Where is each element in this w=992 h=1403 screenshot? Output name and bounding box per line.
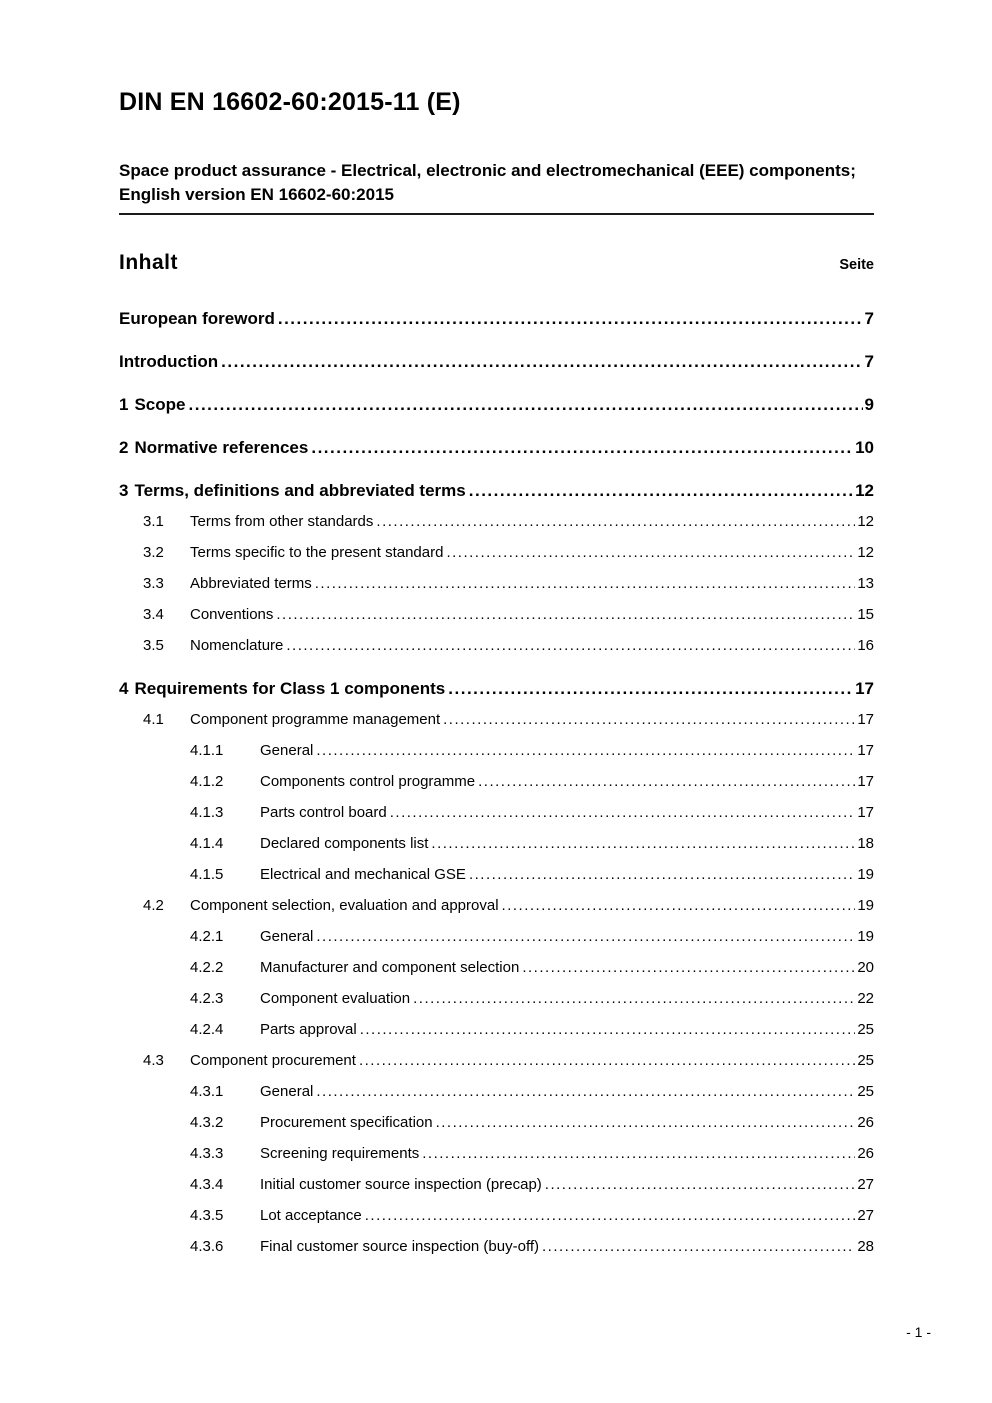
document-title: DIN EN 16602-60:2015-11 (E) <box>119 88 461 116</box>
toc-list <box>119 303 874 1262</box>
toc-entry-page: 7 <box>864 352 874 371</box>
toc-entry-label: General <box>260 1083 314 1100</box>
toc-entry-page: 20 <box>857 959 874 976</box>
toc-entry-number: 3.5 <box>143 637 164 654</box>
toc-entry <box>119 859 874 890</box>
toc-entry-page: 17 <box>855 679 874 698</box>
toc-entry <box>119 568 874 599</box>
toc-dot-leader <box>542 1231 855 1262</box>
toc-entry-number: 4.3.3 <box>190 1145 224 1162</box>
toc-entry <box>119 983 874 1014</box>
toc-entry <box>119 506 874 537</box>
toc-entry-page: 17 <box>857 773 874 790</box>
toc-entry-page: 17 <box>857 711 874 728</box>
toc-entry-page: 18 <box>857 835 874 852</box>
toc-entry-label: Manufacturer and component selection <box>260 959 520 976</box>
toc-entry-number: 2 <box>119 438 129 457</box>
toc-entry <box>119 797 874 828</box>
toc-entry-label: Declared components list <box>260 835 429 852</box>
toc-entry <box>119 673 874 704</box>
toc-dot-leader <box>316 1076 855 1107</box>
toc-entry <box>119 828 874 859</box>
page-number-footer: - 1 - <box>906 1324 931 1340</box>
toc-entry-label: Abbreviated terms <box>190 575 312 592</box>
toc-header <box>119 251 874 275</box>
toc-entry-label: Terms specific to the present standard <box>190 544 444 561</box>
toc-dot-leader <box>436 1107 856 1138</box>
toc-entry-label: Component procurement <box>190 1052 356 1069</box>
toc-entry-label: General <box>260 742 314 759</box>
page-column-label: Seite <box>839 257 874 273</box>
toc-dot-leader <box>478 766 855 797</box>
toc-dot-leader <box>315 568 856 599</box>
toc-entry-page: 25 <box>857 1021 874 1038</box>
toc-entry <box>119 766 874 797</box>
toc-entry <box>119 537 874 568</box>
toc-dot-leader <box>413 983 855 1014</box>
toc-dot-leader <box>443 704 855 735</box>
toc-dot-leader <box>422 1138 855 1169</box>
toc-entry <box>119 1045 874 1076</box>
toc-entry-page: 19 <box>857 897 874 914</box>
toc-entry <box>119 1107 874 1138</box>
toc-dot-leader <box>221 346 862 377</box>
toc-entry <box>119 1014 874 1045</box>
toc-entry <box>119 1076 874 1107</box>
toc-entry-page: 19 <box>857 866 874 883</box>
toc-entry <box>119 1138 874 1169</box>
toc-entry <box>119 1169 874 1200</box>
toc-entry <box>119 630 874 661</box>
toc-dot-leader <box>278 303 863 334</box>
toc-entry-label: Terms from other standards <box>190 513 374 530</box>
toc-entry-number: 4.3.4 <box>190 1176 224 1193</box>
toc-entry-number: 4.1.5 <box>190 866 224 883</box>
toc-entry-page: 7 <box>864 309 874 328</box>
toc-entry-page: 12 <box>857 513 874 530</box>
toc-entry-label: Final customer source inspection (buy-off) <box>260 1238 540 1255</box>
toc-entry-page: 9 <box>864 395 874 414</box>
toc-entry-label: Components control programme <box>260 773 476 790</box>
toc-entry-page: 19 <box>857 928 874 945</box>
toc-entry-page: 16 <box>857 637 874 654</box>
toc-entry <box>119 1231 874 1262</box>
toc-entry-number: 3.2 <box>143 544 164 561</box>
toc-entry-label: Normative references <box>134 438 309 457</box>
toc-dot-leader <box>545 1169 856 1200</box>
toc-dot-leader <box>522 952 855 983</box>
toc-entry-label: Screening requirements <box>260 1145 420 1162</box>
toc-entry-number: 4.3.2 <box>190 1114 224 1131</box>
toc-entry-number: 4.1 <box>143 711 164 728</box>
toc-entry-page: 25 <box>857 1052 874 1069</box>
toc-dot-leader <box>469 475 853 506</box>
toc-entry-label: Requirements for Class 1 components <box>134 679 446 698</box>
toc-entry <box>119 599 874 630</box>
toc-entry <box>119 735 874 766</box>
toc-entry-page: 13 <box>857 575 874 592</box>
toc-heading: Inhalt <box>119 251 178 274</box>
toc-entry-label: Component selection, evaluation and approval <box>190 897 499 914</box>
toc-entry-label: European foreword <box>119 309 275 328</box>
toc-entry-page: 26 <box>857 1145 874 1162</box>
toc-dot-leader <box>502 890 856 921</box>
toc-entry-label: Introduction <box>119 352 219 371</box>
toc-entry-label: Parts approval <box>260 1021 357 1038</box>
toc-entry-label: Parts control board <box>260 804 387 821</box>
toc-entry-number: 4.3.6 <box>190 1238 224 1255</box>
toc-entry-number: 4.1.3 <box>190 804 224 821</box>
toc-entry-number: 4.2 <box>143 897 164 914</box>
toc-entry-number: 4.1.1 <box>190 742 224 759</box>
toc-entry-page: 17 <box>857 804 874 821</box>
toc-entry <box>119 346 874 377</box>
toc-entry-label: Scope <box>134 395 186 414</box>
toc-entry-page: 15 <box>857 606 874 623</box>
toc-entry <box>119 432 874 463</box>
toc-entry-number: 4.3.1 <box>190 1083 224 1100</box>
toc-entry-label: Component evaluation <box>260 990 411 1007</box>
toc-entry <box>119 704 874 735</box>
toc-entry-number: 4.3.5 <box>190 1207 224 1224</box>
toc-entry-label: Lot acceptance <box>260 1207 362 1224</box>
toc-entry-number: 3 <box>119 481 129 500</box>
toc-entry <box>119 890 874 921</box>
toc-entry-label: Terms, definitions and abbreviated terms <box>134 481 466 500</box>
toc-entry-number: 3.3 <box>143 575 164 592</box>
toc-dot-leader <box>359 1045 855 1076</box>
toc-entry-number: 4.3 <box>143 1052 164 1069</box>
toc-entry-page: 25 <box>857 1083 874 1100</box>
toc-entry-page: 10 <box>855 438 874 457</box>
subtitle-rule <box>119 213 874 215</box>
toc-dot-leader <box>469 859 855 890</box>
toc-dot-leader <box>316 735 855 766</box>
toc-entry-label: Procurement specification <box>260 1114 433 1131</box>
toc-dot-leader <box>276 599 855 630</box>
toc-dot-leader <box>286 630 855 661</box>
toc-dot-leader <box>316 921 855 952</box>
toc-dot-leader <box>365 1200 856 1231</box>
toc-dot-leader <box>390 797 856 828</box>
toc-entry <box>119 921 874 952</box>
toc-dot-leader <box>376 506 855 537</box>
toc-entry-number: 3.4 <box>143 606 164 623</box>
toc-entry-page: 22 <box>857 990 874 1007</box>
toc-entry <box>119 952 874 983</box>
toc-entry-number: 4.1.2 <box>190 773 224 790</box>
toc-entry-number: 4.2.3 <box>190 990 224 1007</box>
toc-entry-label: Conventions <box>190 606 274 623</box>
toc-entry-number: 1 <box>119 395 129 414</box>
toc-entry-number: 4.2.1 <box>190 928 224 945</box>
toc-entry-page: 12 <box>857 544 874 561</box>
toc-entry-label: Component programme management <box>190 711 441 728</box>
toc-entry-page: 17 <box>857 742 874 759</box>
toc-entry-number: 4.2.4 <box>190 1021 224 1038</box>
toc-entry-label: Nomenclature <box>190 637 284 654</box>
toc-dot-leader <box>311 432 853 463</box>
toc-entry-label: Electrical and mechanical GSE <box>260 866 466 883</box>
toc-dot-leader <box>360 1014 856 1045</box>
toc-entry <box>119 475 874 506</box>
toc-entry-number: 4.2.2 <box>190 959 224 976</box>
toc-entry <box>119 303 874 334</box>
toc-dot-leader <box>448 673 853 704</box>
toc-entry-number: 4.1.4 <box>190 835 224 852</box>
document-subtitle: Space product assurance - Electrical, electronic and electromechanical (EEE) components; English version EN 16602-60:2015 <box>119 161 856 204</box>
toc-dot-leader <box>189 389 863 420</box>
toc-entry-page: 28 <box>857 1238 874 1255</box>
toc-entry <box>119 389 874 420</box>
toc-entry-label: General <box>260 928 314 945</box>
toc-entry-page: 12 <box>855 481 874 500</box>
toc-entry-page: 27 <box>857 1207 874 1224</box>
toc-entry-number: 3.1 <box>143 513 164 530</box>
toc-entry-page: 27 <box>857 1176 874 1193</box>
toc-entry-number: 4 <box>119 679 129 698</box>
toc-entry-label: Initial customer source inspection (precap) <box>260 1176 542 1193</box>
toc-entry <box>119 1200 874 1231</box>
toc-dot-leader <box>431 828 855 859</box>
toc-entry-page: 26 <box>857 1114 874 1131</box>
toc-dot-leader <box>446 537 855 568</box>
